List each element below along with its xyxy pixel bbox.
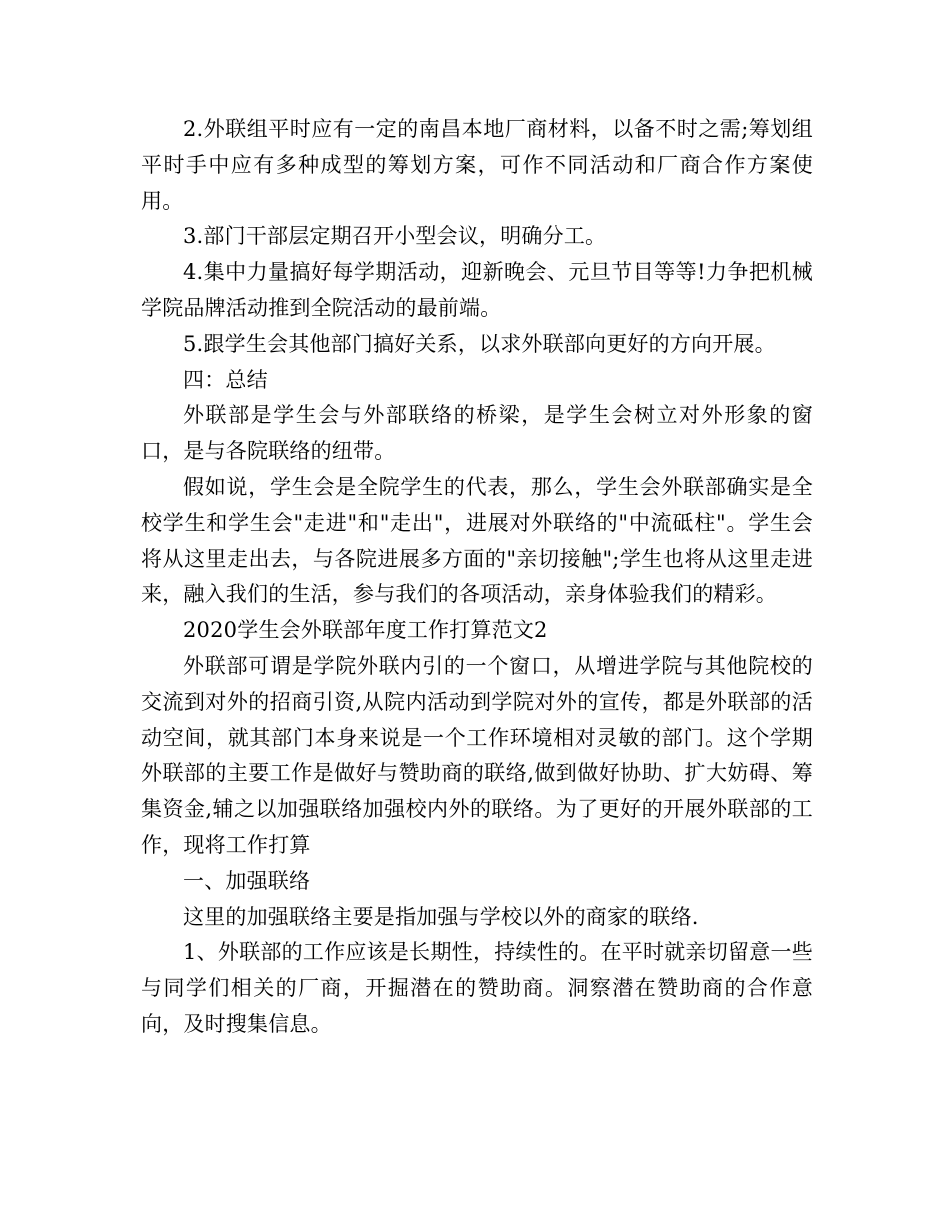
document-body — [141, 112, 813, 1043]
summary-paragraph-bridge: 外联部是学生会与外部联络的桥梁，是学生会树立对外形象的窗口，是与各院联络的纽带。 — [141, 403, 813, 464]
section-heading-strengthen-contact: 一、加强联络 — [183, 868, 311, 893]
paragraph-item-4-activities: 4.集中力量搞好每学期活动，迎新晚会、元旦节目等等!力争把机械学院品牌活动推到全院活动的最前端。 — [141, 260, 813, 320]
paragraph-item-5-relations: 5.跟学生会其他部门搞好关系，以求外联部向更好的方向开展。 — [183, 331, 776, 356]
summary-paragraph-representative: 假如说，学生会是全院学生的代表，那么，学生会外联部确实是全校学生和学生会"走进"和"走出"，进展对外联络的"中流砥柱"。学生会将从这里走出去，与各院进展多方面的"亲切接触";学生也将从这里走进来，融入我们的生活，参与我们的各项活动，亲身体验我们的精彩。 — [141, 474, 813, 607]
section-heading-summary: 四：总结 — [183, 367, 268, 392]
intro-paragraph: 外联部可谓是学院外联内引的一个窗口，从增进学院与其他院校的交流到对外的招商引资,从院内活动到学院对外的宣传，都是外联部的活动空间，就其部门本身来说是一个工作环境相对灵敏的部门。这个学期外联部的主要工作是做好与赞助商的联络,做到做好协助、扩大妨碍、筹集资金,辅之以加强联络加强校内外的联络。为了更好的开展外联部的工作，现将工作打算 — [141, 653, 813, 857]
paragraph-item-1-long-term-work: 1、外联部的工作应该是长期性，持续性的。在平时就亲切留意一些与同学们相关的厂商，开掘潜在的赞助商。洞察潜在赞助商的合作意向，及时搜集信息。 — [141, 940, 813, 1036]
paragraph-item-2-supplier-materials: 2.外联组平时应有一定的南昌本地厂商材料，以备不时之需;筹划组平时手中应有多种成型的筹划方案，可作不同活动和厂商合作方案使用。 — [141, 117, 813, 213]
document-subtitle: 2020学生会外联部年度工作打算范文2 — [183, 618, 548, 643]
paragraph-item-3-meetings: 3.部门干部层定期召开小型会议，明确分工。 — [183, 224, 607, 249]
section-description: 这里的加强联络主要是指加强与学校以外的商家的联络. — [183, 904, 699, 929]
